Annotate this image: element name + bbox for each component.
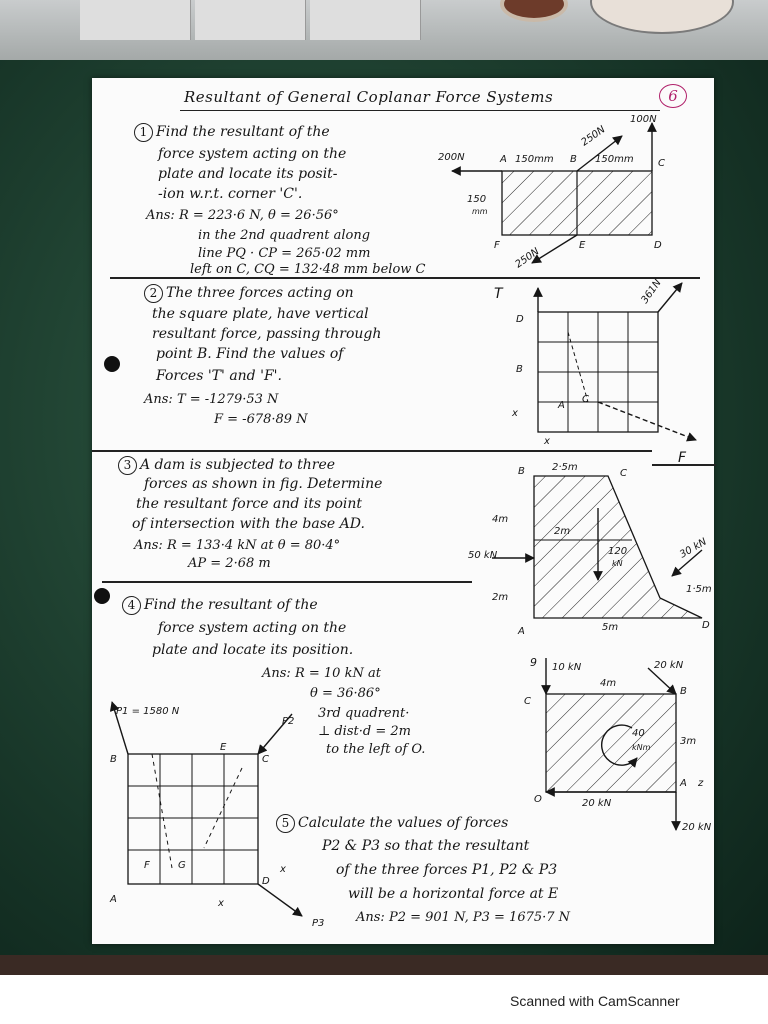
problem-1-line-3: plate and locate its posit- [158,166,338,182]
problem-number: 2 [144,284,163,303]
problem-number: 1 [134,123,153,142]
label-150mm-1: 150mm [515,154,554,165]
page-title: Resultant of General Coplanar Force Systems [184,88,554,106]
label-a: A [518,626,525,637]
label-50kn: 50 kN [468,550,498,561]
problem-5-line-4: will be a horizontal force at E [348,886,559,902]
figure-9 [524,656,712,833]
background-card [310,0,421,40]
problem-1-line-2: force system acting on the [158,146,347,162]
background-stamp [500,0,568,22]
problem-5-line-2: P2 & P3 so that the resultant [322,838,530,854]
problem-2-line-2: the square plate, have vertical [152,306,369,322]
problem-5-line-3: of the three forces P1, P2 & P3 [336,862,558,878]
label-4m: 4m [492,514,509,525]
problem-3-line-2: forces as shown in fig. Determine [144,476,383,492]
label-mm: mm [472,207,488,216]
label-f: F [678,450,687,466]
label-20kn-bottom: 20 kN [582,798,612,809]
label-o: O [534,794,542,805]
label-b: B [516,364,523,375]
background-seal [590,0,734,34]
label-f: F [494,240,500,251]
label-x-horizontal: x [218,898,224,909]
label-d: D [654,240,662,251]
label-p2: P2 [282,716,295,727]
problem-4-answer-5: to the left of O. [326,742,426,757]
figure-3 [468,462,712,637]
problem-5-line-1: 5 Calculate the values of forces [276,814,508,833]
problem-4-answer-3: 3rd quadrent· [318,706,410,721]
problem-2-line-5: Forces 'T' and 'F'. [156,368,282,384]
problem-2-answer-2: F = -678·89 N [214,412,308,427]
problem-4-line-1: 4 Find the resultant of the [122,596,318,615]
problem-3-line-4: of intersection with the base AD. [132,516,365,532]
line-of-action [152,754,172,868]
problem-1-line-4: -ion w.r.t. corner 'C'. [158,186,303,202]
force-arrow-f [598,402,696,440]
label-4m: 4m [600,678,617,689]
label-20kn-right: 20 kN [682,822,712,833]
problem-3-answer-1: Ans: R = 133·4 kN at θ = 80·4° [134,538,341,553]
label-c: C [658,158,665,169]
label-a: A [110,894,117,905]
problem-number: 4 [122,596,141,615]
label-361n: 361N [639,277,664,306]
notes-sheet [92,78,714,944]
label-c: C [620,468,627,479]
label-f: F [144,860,150,871]
problem-2-line-4: point B. Find the values of [156,346,344,362]
diagrams-layer [92,78,714,944]
label-z: z [698,778,704,789]
label-250n-lower: 250N [513,246,542,271]
label-p1: P1 = 1580 N [116,706,180,717]
label-b: B [570,154,577,165]
label-a: A [500,154,507,165]
force-arrow-20kn-top [648,668,676,694]
problem-4-answer-1: Ans: R = 10 kN at [262,666,381,681]
label-p3: P3 [312,918,325,929]
rectangular-plate [546,694,676,792]
label-x-vertical: x [280,864,286,875]
label-e: E [220,742,227,753]
label-b: B [518,466,525,477]
label-d: D [702,620,710,631]
problem-4-line-3: plate and locate its position. [152,642,354,658]
label-knm: kNm [632,743,651,752]
label-a: A [680,778,687,789]
label-d: D [516,314,524,325]
label-b: B [110,754,117,765]
problem-4-answer-2: θ = 36·86° [310,686,381,701]
page-number-badge: 6 [659,84,687,108]
problem-2-line-1: 2 The three forces acting on [144,284,354,303]
label-2m-width: 2m [554,526,571,537]
figure-1 [438,114,665,270]
label-40: 40 [632,728,645,739]
label-e: E [579,240,586,251]
label-250n: 250N [579,124,608,149]
label-5m: 5m [602,622,619,633]
problem-5-answer-1: Ans: P2 = 901 N, P3 = 1675·7 N [356,910,571,925]
label-x-vertical: x [512,408,518,419]
label-20kn-top: 20 kN [654,660,684,671]
binder-hole [94,588,110,604]
label-30kn: 30 kN [678,536,709,561]
problem-1-answer-3: line PQ · CP = 265·02 mm [198,246,371,261]
force-arrow-p3 [258,884,302,916]
label-t: T [494,286,503,302]
figure-2 [494,277,696,466]
label-10kn: 10 kN [552,662,582,673]
label-b: B [680,686,687,697]
label-c: C [262,754,269,765]
problem-4-line-2: force system acting on the [158,620,347,636]
label-g: G [178,860,186,871]
problem-1-answer-1: Ans: R = 223·6 N, θ = 26·56° [146,208,339,223]
label-2-5m: 2·5m [552,462,578,473]
force-arrow-361n [658,283,682,312]
label-120: 120 [608,546,628,557]
binder-hole [104,356,120,372]
problem-3-line-3: the resultant force and its point [136,496,363,512]
scan-footer [0,975,768,1024]
label-kn: kN [612,559,623,568]
problem-3-line-1: 3 A dam is subjected to three [118,456,335,475]
label-d: D [262,876,270,887]
problem-number: 3 [118,456,137,475]
label-a: A [558,400,565,411]
label-2m-height: 2m [492,592,509,603]
label-150: 150 [467,194,487,205]
background-card [195,0,306,40]
problem-1-answer-2: in the 2nd quadrent along [198,228,371,243]
problem-2-answer-1: Ans: T = -1279·53 N [144,392,279,407]
label-1-5m: 1·5m [686,584,712,595]
label-100n: 100N [630,114,657,125]
background-card [80,0,191,40]
problem-3-answer-2: AP = 2·68 m [188,556,271,571]
label-3m: 3m [680,736,697,747]
problem-number: 5 [276,814,295,833]
background-desk-bottom [0,955,768,975]
figure-5 [109,702,324,929]
label-nine: 9 [530,656,537,669]
problem-4-answer-4: ⊥ dist·d = 2m [318,724,411,739]
label-c: C [582,394,589,405]
problem-1-line-1: 1 Find the resultant of the [134,123,330,142]
label-x-horizontal: x [544,436,550,447]
label-150mm-2: 150mm [595,154,634,165]
force-arrow-250n-lower [532,235,577,263]
problem-1-answer-4: left on C, CQ = 132·48 mm below C [190,262,426,277]
line-of-action [204,768,242,848]
scanner-watermark: Scanned with CamScanner [510,993,680,1009]
label-200n: 200N [438,152,465,163]
label-c: C [524,696,531,707]
problem-2-line-3: resultant force, passing through [152,326,382,342]
